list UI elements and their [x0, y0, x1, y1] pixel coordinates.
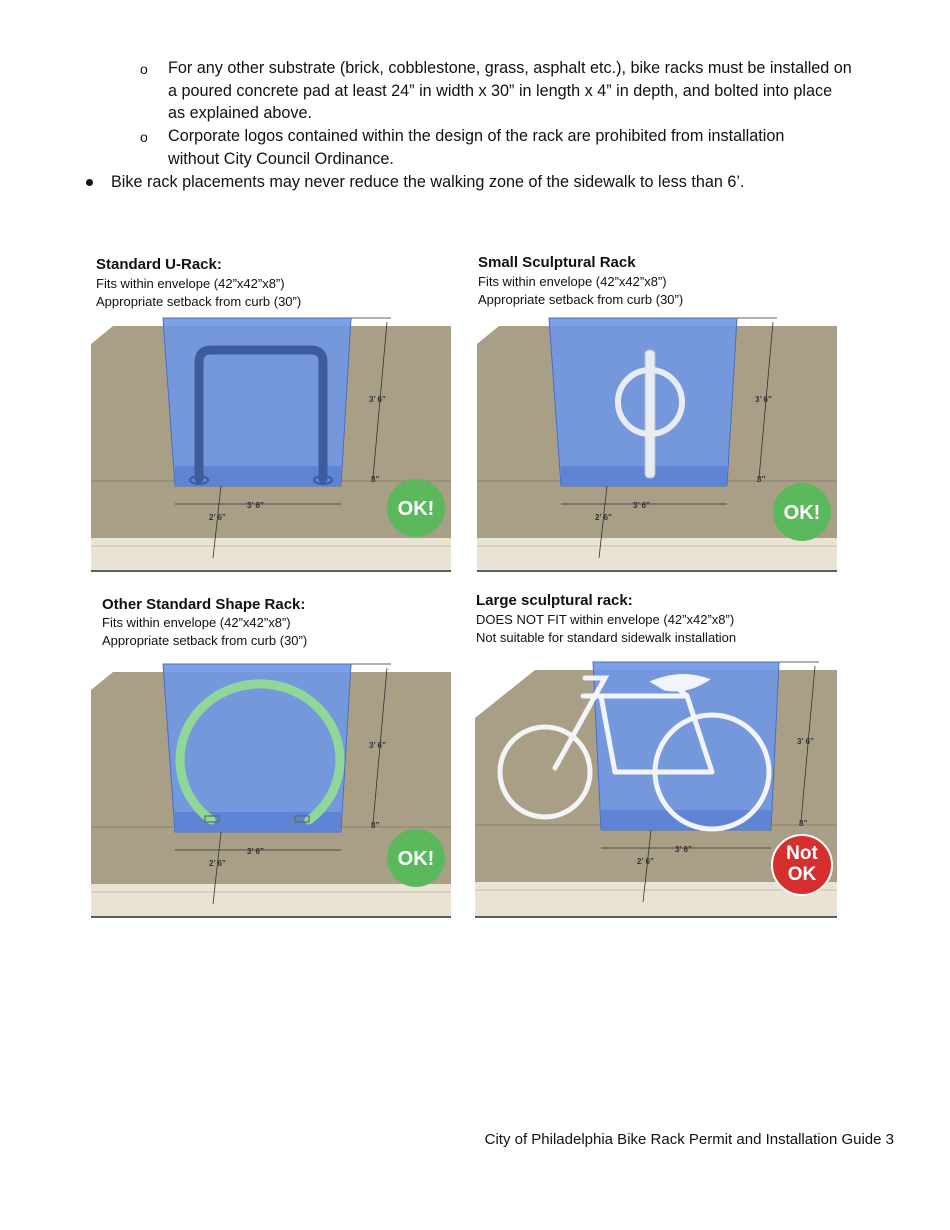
height-dim: 3’ 6” [369, 741, 386, 750]
depth-dim: 8” [757, 475, 766, 484]
figure-setback-note: Appropriate setback from curb (30”) [96, 294, 302, 309]
width-dim: 3’ 6” [247, 501, 264, 510]
figure-title: Small Sculptural Rack [478, 254, 636, 271]
depth-dim: 8” [371, 821, 380, 830]
height-dim: 3’ 6” [369, 395, 386, 404]
figure-title: Other Standard Shape Rack: [102, 596, 306, 613]
sub-bullet-line: without City Council Ordinance. [168, 149, 394, 168]
setback-dim: 2’ 6” [209, 513, 226, 522]
badge-label: OK! [397, 498, 435, 520]
width-dim: 3’ 6” [247, 847, 264, 856]
badge-label: OK! [783, 502, 821, 524]
figure-envelope-note: Fits within envelope (42”x42”x8”) [478, 274, 667, 289]
sub-bullet-marker: o [140, 129, 148, 145]
depth-dim: 8” [799, 819, 808, 828]
figure-other-standard-rack [91, 594, 451, 920]
depth-dim: 8” [371, 475, 380, 484]
curb [477, 538, 837, 572]
sub-bullet-substrate [168, 57, 898, 125]
figure-envelope-note: DOES NOT FIT within envelope (42”x42”x8”) [476, 612, 735, 627]
figure-suitability-note: Not suitable for standard sidewalk installation [476, 630, 737, 645]
envelope-box [549, 318, 737, 486]
figure-setback-note: Appropriate setback from curb (30”) [478, 292, 684, 307]
page-footer: City of Philadelphia Bike Rack Permit and Installation Guide 3 [484, 1131, 894, 1148]
badge-label: OK! [397, 848, 435, 870]
setback-dim: 2’ 6” [637, 857, 654, 866]
height-dim: 3’ 6” [755, 395, 772, 404]
sub-bullet-marker: o [140, 61, 148, 77]
u-rack-illustration [91, 314, 451, 574]
sculptural-rack-illustration [477, 314, 837, 574]
figure-title: Standard U-Rack: [96, 256, 222, 273]
curb [91, 538, 451, 572]
width-dim: 3’ 6” [633, 501, 650, 510]
setback-dim: 2’ 6” [209, 859, 226, 868]
sub-bullet-line: Corporate logos contained within the design of the rack are prohibited from installation [168, 127, 785, 145]
sub-bullet-line: For any other substrate (brick, cobblestone, grass, asphalt etc.), bike racks must be installed on [168, 59, 852, 77]
figure-title: Large sculptural rack: [476, 592, 633, 609]
figure-setback-note: Appropriate setback from curb (30”) [102, 633, 308, 648]
setback-dim: 2’ 6” [595, 513, 612, 522]
figure-large-sculptural-rack [475, 592, 837, 920]
height-dim: 3’ 6” [797, 737, 814, 746]
sub-bullet-line: a poured concrete pad at least 24” in width x 30” in length x 4” in depth, and bolted into place [168, 81, 833, 100]
sub-bullet-logos [168, 125, 898, 170]
figure-envelope-note: Fits within envelope (42”x42”x8”) [96, 276, 285, 291]
circle-rack-illustration [91, 660, 451, 920]
width-dim: 3’ 6” [675, 845, 692, 854]
figure-standard-u-rack [91, 254, 451, 574]
figure-envelope-note: Fits within envelope (42”x42”x8”) [102, 615, 291, 630]
bullet-walking-zone: Bike rack placements may never reduce the walking zone of the sidewalk to less than 6’. [111, 173, 745, 191]
figure-small-sculptural-rack [477, 254, 837, 574]
curb [91, 884, 451, 918]
badge-label-line2: OK [787, 864, 817, 885]
badge-label-line1: Not [786, 843, 818, 864]
bike-rack-illustration [475, 658, 837, 920]
bullet-dot [86, 179, 93, 186]
sub-bullet-line: as explained above. [168, 104, 312, 122]
